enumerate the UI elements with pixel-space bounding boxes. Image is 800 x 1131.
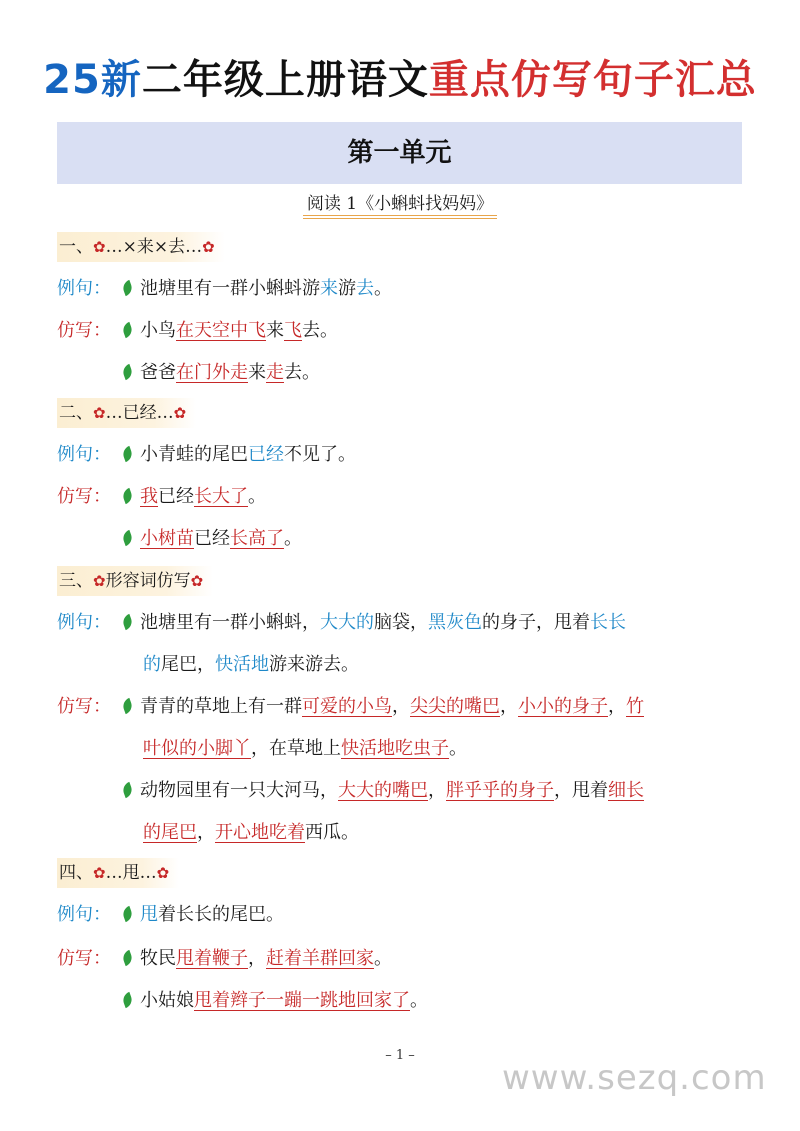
text: 来: [248, 362, 266, 383]
text: ，: [500, 696, 518, 717]
section-number: 二、: [59, 403, 93, 423]
title-part-2: 二年级上册语文: [141, 57, 429, 103]
leaf-bullet-icon: [121, 488, 134, 504]
example-label: 例句：: [57, 904, 111, 925]
underlined-phrase: 甩着鞭子: [176, 948, 248, 969]
section-pattern: …×来×去…: [105, 237, 203, 257]
section-3-imitation-1-line-2: [143, 734, 467, 764]
flower-icon: ✿: [173, 404, 187, 422]
leaf-bullet-icon: [121, 530, 134, 546]
highlight: 长长: [590, 612, 626, 633]
flower-icon: ✿: [93, 572, 106, 590]
section-1-imitation-2: [57, 358, 320, 388]
text: ，: [197, 822, 215, 843]
underlined-phrase: 开心地吃着: [215, 822, 305, 843]
title-part-1: 25新: [43, 57, 142, 103]
underlined-phrase: 赶着羊群回家: [266, 948, 374, 969]
underlined-phrase: 尖尖的嘴巴: [410, 696, 500, 717]
leaf-bullet-icon: [121, 614, 134, 630]
underlined-phrase: 小树苗: [140, 528, 194, 549]
section-4-imitation-2: [57, 986, 428, 1016]
reading-title: [0, 190, 800, 218]
section-pattern: 形容词仿写: [105, 571, 191, 591]
flower-icon: ✿: [156, 864, 170, 882]
text: ，: [428, 780, 446, 801]
text: 游来游去。: [269, 654, 359, 675]
underlined-phrase: 竹: [626, 696, 644, 717]
section-3-example-line-2: [143, 650, 359, 680]
underlined-phrase: 大大的嘴巴: [338, 780, 428, 801]
underlined-phrase: 可爱的小鸟: [302, 696, 392, 717]
leaf-bullet-icon: [121, 698, 134, 714]
text: ，: [608, 696, 626, 717]
leaf-bullet-icon: [121, 446, 134, 462]
leaf-bullet-icon: [121, 280, 134, 296]
text: 去。: [284, 362, 320, 383]
section-4-example: [57, 900, 284, 930]
section-4-heading: [57, 858, 179, 888]
underlined-phrase: 胖乎乎的身子: [446, 780, 554, 801]
page-number: – 1 –: [385, 1048, 415, 1063]
underlined-phrase: 小小的身子: [518, 696, 608, 717]
text: 爸爸: [140, 362, 176, 383]
text: 来: [266, 320, 284, 341]
imitate-label: 仿写：: [57, 948, 111, 969]
text: 游: [338, 278, 356, 299]
example-label: 例句：: [57, 444, 111, 465]
text: ，在草地上: [251, 738, 341, 759]
text: ，: [248, 948, 266, 969]
text: 已经: [158, 486, 194, 507]
highlight: 的: [143, 654, 161, 675]
highlight: 快活地: [215, 654, 269, 675]
example-label: 例句：: [57, 278, 111, 299]
highlight: 甩: [140, 904, 158, 925]
text: 池塘里有一群小蝌蚪，: [140, 612, 320, 633]
section-1-imitation-1: [57, 316, 338, 346]
text: 。: [374, 278, 392, 299]
underlined-phrase: 走: [266, 362, 284, 383]
section-3-heading: [57, 566, 213, 596]
flower-icon: ✿: [202, 238, 215, 256]
underlined-phrase: 叶似的小脚丫: [143, 738, 251, 759]
text: 。: [374, 948, 392, 969]
text: 已经: [194, 528, 230, 549]
text: 。: [284, 528, 302, 549]
text: 小青蛙的尾巴: [140, 444, 248, 465]
underlined-phrase: 细长: [608, 780, 644, 801]
section-3-imitation-1-line-1: [57, 692, 644, 722]
section-2-example: [57, 440, 356, 470]
imitate-label: 仿写：: [57, 320, 111, 341]
section-1-heading: [57, 232, 225, 262]
section-2-imitation-2: [57, 524, 302, 554]
text: 尾巴，: [161, 654, 215, 675]
text: ，: [392, 696, 410, 717]
text: 。: [449, 738, 467, 759]
imitate-label: 仿写：: [57, 696, 111, 717]
underlined-phrase: 的尾巴: [143, 822, 197, 843]
flower-icon: ✿: [93, 238, 106, 256]
section-3-example-line-1: [57, 608, 626, 638]
underlined-phrase: 快活地吃虫子: [341, 738, 449, 759]
flower-icon: ✿: [93, 404, 106, 422]
watermark: www.sezq.com: [502, 1058, 767, 1098]
highlight: 大大的: [320, 612, 374, 633]
highlight: 已经: [248, 444, 284, 465]
example-label: 例句：: [57, 612, 111, 633]
text: 青青的草地上有一群: [140, 696, 302, 717]
section-2-imitation-1: [57, 482, 266, 512]
text: 。: [248, 486, 266, 507]
unit-heading: 第一单元: [57, 122, 742, 184]
leaf-bullet-icon: [121, 322, 134, 338]
text: 着长长的尾巴。: [158, 904, 284, 925]
text: 脑袋，: [374, 612, 428, 633]
underlined-phrase: 在天空中飞: [176, 320, 266, 341]
title-part-3: 重点仿写句子汇总: [428, 57, 757, 103]
underlined-phrase: 我: [140, 486, 158, 507]
section-pattern: …甩…: [105, 863, 157, 883]
text: 去。: [302, 320, 338, 341]
highlight: 黑灰色: [428, 612, 482, 633]
text: ，甩着: [554, 780, 608, 801]
underlined-phrase: 长高了: [230, 528, 284, 549]
text: 动物园里有一只大河马，: [140, 780, 338, 801]
text: 池塘里有一群小蝌蚪游: [140, 278, 320, 299]
reading-title-text: 阅读 1《小蝌蚪找妈妈》: [303, 194, 497, 219]
section-3-imitation-2-line-2: [143, 818, 359, 848]
flower-icon: ✿: [190, 572, 204, 590]
text: 的身子，甩着: [482, 612, 590, 633]
imitate-label: 仿写：: [57, 486, 111, 507]
underlined-phrase: 在门外走: [176, 362, 248, 383]
text: 西瓜。: [305, 822, 359, 843]
leaf-bullet-icon: [121, 950, 134, 966]
section-4-imitation-1: [57, 944, 392, 974]
section-1-example: [57, 274, 392, 304]
leaf-bullet-icon: [121, 906, 134, 922]
underlined-phrase: 长大了: [194, 486, 248, 507]
page-title: [0, 52, 800, 108]
leaf-bullet-icon: [121, 992, 134, 1008]
section-pattern: …已经…: [105, 403, 174, 423]
section-number: 一、: [59, 237, 93, 257]
section-3-imitation-2-line-1: [57, 776, 644, 806]
text: 小姑娘: [140, 990, 194, 1011]
flower-icon: ✿: [93, 864, 106, 882]
underlined-phrase: 飞: [284, 320, 302, 341]
highlight: 去: [356, 278, 374, 299]
text: 牧民: [140, 948, 176, 969]
text: 不见了。: [284, 444, 356, 465]
section-number: 四、: [59, 863, 93, 883]
leaf-bullet-icon: [121, 364, 134, 380]
underlined-phrase: 甩着辫子一蹦一跳地回家了: [194, 990, 410, 1011]
text: 小鸟: [140, 320, 176, 341]
text: 。: [410, 990, 428, 1011]
section-number: 三、: [59, 571, 93, 591]
leaf-bullet-icon: [121, 782, 134, 798]
section-2-heading: [57, 398, 196, 428]
highlight: 来: [320, 278, 338, 299]
